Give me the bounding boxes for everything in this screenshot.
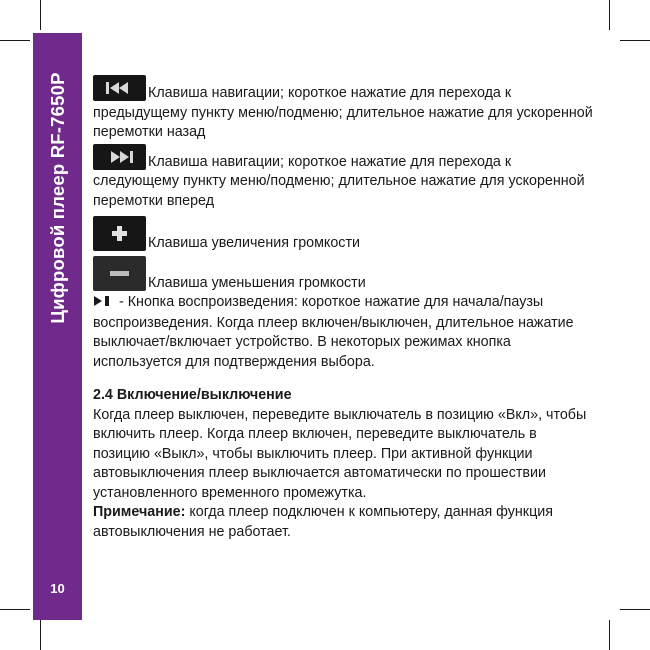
button-description-text [93,75,593,143]
crop-mark [609,0,610,30]
button-description-text [93,293,593,372]
note [93,503,593,542]
note-text: когда плеер подключен к компьютеру, данная функция автовыключения не работает. [93,504,553,540]
button-description-previous [93,75,593,143]
section-body: Когда плеер выключен, переведите выключатель в позицию «Вкл», чтобы включить плеер. Когда плеер включен, переведите выключатель в позицию «Выкл», чтобы выключить плеер. При активной функции автовыключения плеер выключается автоматически по прошествии установленного временного промежутка. [93,406,587,501]
play-pause-icon [93,294,115,314]
button-description-text [93,256,593,294]
previous-track-text: Клавиша навигации; короткое нажатие для перехода к предыдущему пункту меню/подменю; длительное нажатие для ускоренной перемотки назад [93,85,593,140]
sidebar [33,33,82,620]
crop-mark [620,609,650,610]
button-description-text [93,144,593,212]
button-description-next [93,144,593,212]
crop-mark [0,40,30,41]
crop-mark [609,620,610,650]
page-content [93,75,593,542]
volume-up-text: Клавиша увеличения громкости [148,235,360,251]
button-description-volume-down [93,256,593,294]
crop-mark [0,609,30,610]
section-heading: 2.4 Включение/выключение [93,387,292,403]
sidebar-title-box [33,33,82,363]
volume-down-icon [93,256,146,291]
volume-down-text: Клавиша уменьшения громкости [148,274,366,291]
next-track-text: Клавиша навигации; короткое нажатие для перехода к следующему пункту меню/подменю; длительное нажатие для ускоренной перемотки вперед [93,153,585,209]
previous-track-icon [93,75,146,101]
button-description-play [93,293,593,372]
note-label: Примечание: [93,504,186,520]
volume-up-icon [93,216,146,251]
button-description-volume-up [93,216,593,254]
crop-mark [40,620,41,650]
button-description-text [93,216,593,254]
sidebar-title: Цифровой плеер RF-7650P [46,72,68,324]
next-track-icon [93,144,146,170]
crop-mark [620,40,650,41]
play-pause-text: - Кнопка воспроизведения: короткое нажатие для начала/паузы воспроизведения. Когда плеер включен/выключен, длительное нажатие выключает/включает устройство. В некоторых режимах кнопка используется для подтверждения выбора. [93,294,574,370]
crop-mark [40,0,41,30]
page-number: 10 [50,581,65,596]
spacer [93,372,593,386]
